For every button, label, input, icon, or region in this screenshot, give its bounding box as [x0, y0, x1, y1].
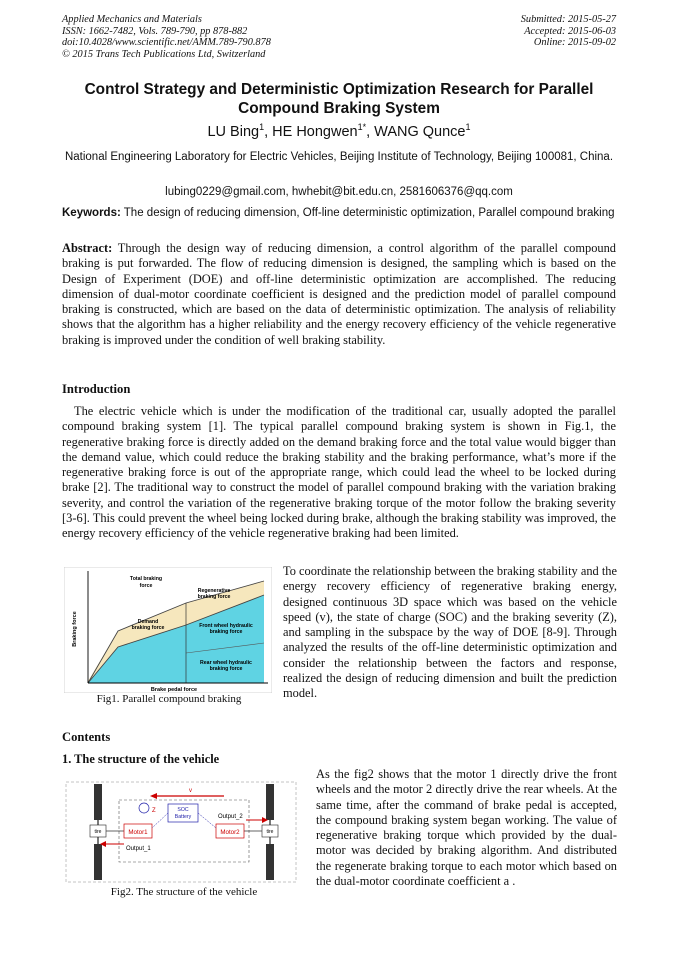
label-total-1: Total braking — [129, 576, 163, 582]
z-label: Z — [152, 808, 156, 814]
fig1-ylabel: Braking force — [72, 611, 78, 647]
copyright-line: © 2015 Trans Tech Publications Ltd, Switzerland — [62, 48, 266, 60]
accepted-date: Accepted: 2015-06-03 — [524, 25, 616, 37]
journal-name: Applied Mechanics and Materials — [62, 14, 202, 25]
label-rear-1: Rear wheel hydraulic — [200, 660, 252, 666]
fig1-braking-diagram — [64, 567, 272, 693]
keywords — [62, 207, 616, 221]
author-3-affil: 1 — [465, 122, 471, 132]
issn-line: ISSN: 1662-7482, Vols. 789-790, pp 878-882 — [62, 25, 248, 37]
submitted-date: Submitted: 2015-05-27 — [520, 14, 616, 25]
wheel-front-bottom — [94, 844, 102, 880]
paper-title: Control Strategy and Deterministic Optimization Research for Parallel Compound Braking System — [84, 81, 594, 117]
keywords-text: The design of reducing dimension, Off-line deterministic optimization, Parallel compound braking — [120, 207, 615, 219]
output1-label: Output_1 — [126, 846, 151, 852]
output2-label: Output_2 — [218, 814, 243, 820]
label-demand-1: Demand — [137, 619, 159, 625]
fig2-caption: Fig2. The structure of the vehicle — [110, 886, 258, 898]
author-list: LU Bing$^1$, HE Hongwen$^{1*}$, WANG Qunce$^1$ — [207, 122, 471, 140]
wheel-rear-bottom — [266, 844, 274, 880]
label-regen-1: Regenerative — [197, 588, 231, 594]
keywords-label: Keywords: — [62, 207, 121, 219]
abstract — [62, 241, 616, 348]
section-1-paragraph: As the fig2 shows that the motor 1 directly drive the front wheels and the motor 2 directly drive the rear wheels. At the same time, after the command of brake pedal is accepted, the compound braking system began working. The value of regenerative braking torque which provided by the dual-motor was decided by braking algorithm. And distributed the regenerate braking torque to each motor which based on the dual-motor coordinate coefficient a . — [316, 767, 617, 889]
online-date: Online: 2015-09-02 — [533, 37, 616, 49]
author-1: LU Bing — [207, 123, 260, 140]
label-front-1: Front wheel hydraulic — [199, 623, 253, 629]
abstract-text: Through the design way of reducing dimension, a control algorithm of the parallel compound braking is put forwarded. The flow of reducing dimension is designed, the sampling which is based on the Design of Experiment (DOE) and off-line deterministic optimization are accomplished. The reducing dimension of dual-motor coordinate coefficient is designed and the prediction model of parallel compound braking is constructed, which are based on the data of deterministic optimization. The analysis of reliability shows that the algorithm has a higher reliability and the energy recovery efficiency of the vehicle regenerative braking is improved under the condition of well braking stability. — [62, 241, 616, 347]
fig1-caption: Fig1. Parallel compound braking — [96, 693, 242, 705]
fig2-vehicle-structure — [64, 778, 304, 886]
tire-label-front: tire — [94, 829, 102, 835]
intro-heading: Introduction — [62, 382, 131, 396]
doi-line: doi:10.4028/www.scientific.net/AMM.789-790.878 — [62, 37, 271, 49]
author-2: HE Hongwen — [272, 123, 358, 140]
label-rear-2: braking force — [209, 666, 243, 672]
journal-header-right — [521, 14, 616, 49]
wheel-rear-top — [266, 784, 274, 820]
author-3: WANG Qunce — [374, 123, 466, 140]
journal-header-left — [62, 14, 271, 60]
label-regen-2: braking force — [197, 594, 231, 600]
label-demand-2: braking force — [131, 625, 165, 631]
velocity-label: v — [189, 788, 192, 794]
tire-label-rear: tire — [266, 829, 274, 835]
author-1-affil: 1 — [259, 122, 265, 132]
intro-paragraph-1: The electric vehicle which is under the modification of the traditional car, usually adopted the parallel compound braking system [1]. The typical parallel compound braking system is shown in Fig.1, the regenerative braking force is directly added on the demand braking force and the total value would bigger than the demand value, which could reduce the braking stability and the braking performance, what’s more if the regenerative braking force is out of the appropriate range, which could lead the wheel to be locked during brake [2]. The traditional way to construct the model of parallel compound braking with the variation braking severity, and control the variation of the regenerative braking torque of the motor follow the braking severity [3-6]. This could prevent the wheel being locked during brake, although the braking stability was improved, the energy recovery efficiency of the vehicle regenerative braking had been limited. — [62, 404, 616, 541]
label-front-2: braking force — [209, 629, 243, 635]
section-1-heading: 1. The structure of the vehicle — [62, 752, 220, 766]
label-total-2: force — [139, 583, 153, 589]
contents-heading: Contents — [62, 730, 111, 744]
author-emails: lubing0229@gmail.com, hwhebit@bit.edu.cn, 2581606376@qq.com — [165, 186, 513, 198]
battery-label: Battery — [174, 814, 192, 820]
intro-paragraph-2: To coordinate the relationship between the braking stability and the energy recovery efficiency of regenerative braking energy, designed continuous 3D space which was based on the vehicle speed (v), the state of charge (SOC) and the braking severity (Z), and sampling in the subspace by the way of DOE [8-9]. Through analyzed the results of the off-line deterministic optimization and consider the relationship between the factors and response, realized the design of reducing dimension and built the prediction model. — [283, 564, 617, 701]
motor1-label: Motor1 — [128, 829, 148, 836]
soc-label: SOC — [177, 807, 189, 813]
fig1-xlabel: Brake pedal force — [150, 687, 198, 693]
author-2-affil: 1* — [357, 122, 367, 132]
wheel-front-top — [94, 784, 102, 820]
abstract-label: Abstract: — [62, 241, 113, 255]
affiliation: National Engineering Laboratory for Electric Vehicles, Beijing Institute of Technology, Beijing 100081, China. — [64, 151, 614, 163]
motor2-label: Motor2 — [220, 829, 240, 836]
